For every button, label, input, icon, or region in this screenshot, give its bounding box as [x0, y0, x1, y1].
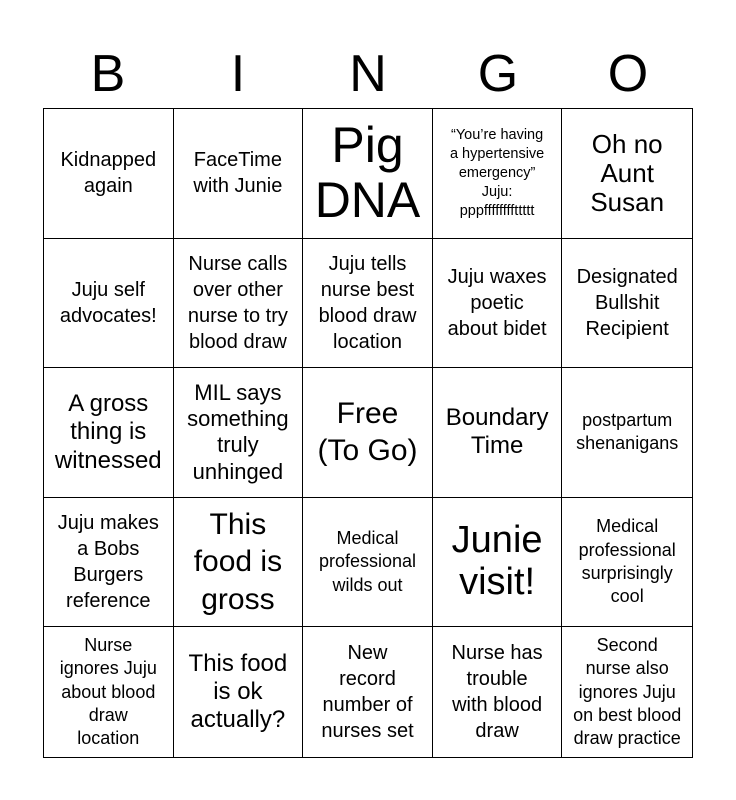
- bingo-cell[interactable]: [303, 239, 433, 369]
- bingo-cell[interactable]: [44, 239, 174, 369]
- cell-text: Nurse has trouble with blood draw: [451, 642, 543, 743]
- cell-text: Designated Bullshit Recipient: [576, 265, 678, 340]
- cell-text: Juju waxes poetic about bidet: [447, 265, 547, 340]
- cell-text: Junie visit!: [451, 519, 543, 604]
- cell-text: MIL says something truly unhinged: [187, 379, 289, 484]
- header-letter-g: G: [477, 45, 519, 103]
- cell-text: A gross thing is witnessed: [54, 390, 162, 474]
- bingo-cell[interactable]: [562, 627, 692, 757]
- bingo-cell[interactable]: [174, 109, 304, 239]
- bingo-cell[interactable]: [303, 627, 433, 757]
- cell-text: Pig DNA: [314, 117, 421, 229]
- bingo-cell[interactable]: [44, 109, 174, 239]
- bingo-cell[interactable]: [174, 368, 304, 498]
- cell-text: This food is gross: [193, 507, 283, 616]
- header-letter-b: B: [90, 45, 126, 103]
- bingo-cell[interactable]: [562, 368, 692, 498]
- bingo-cell[interactable]: [44, 627, 174, 757]
- cell-text: postpartum shenanigans: [576, 410, 679, 454]
- bingo-board: [43, 108, 693, 758]
- bingo-cell[interactable]: [174, 498, 304, 628]
- cell-text: Free (To Go): [317, 396, 418, 468]
- bingo-cell[interactable]: [174, 239, 304, 369]
- cell-text: Kidnapped again: [60, 149, 157, 198]
- cell-text: Medical professional wilds out: [318, 528, 417, 595]
- bingo-cell[interactable]: [303, 368, 433, 498]
- bingo-cell[interactable]: [433, 498, 563, 628]
- bingo-cell[interactable]: [562, 498, 692, 628]
- cell-text: “You’re having a hypertensive emergency” Juju: pppffffffffttttt: [449, 127, 545, 219]
- bingo-header: [43, 40, 693, 108]
- cell-text: Boundary Time: [445, 404, 549, 460]
- cell-text: FaceTime with Junie: [193, 149, 283, 198]
- cell-text: Juju self advocates!: [59, 278, 157, 327]
- bingo-cell[interactable]: [433, 368, 563, 498]
- bingo-cell[interactable]: [303, 498, 433, 628]
- bingo-cell[interactable]: [562, 109, 692, 239]
- cell-text: Juju makes a Bobs Burgers reference: [57, 512, 159, 613]
- cell-text: New record number of nurses set: [321, 642, 414, 743]
- bingo-cell[interactable]: [433, 627, 563, 757]
- header-letter-n: N: [349, 45, 387, 103]
- cell-text: Juju tells nurse best blood draw location: [318, 252, 417, 353]
- cell-text: Oh no Aunt Susan: [590, 128, 665, 217]
- cell-text: Medical professional surprisingly cool: [578, 516, 676, 607]
- header-letter-o: O: [607, 45, 649, 103]
- header-letter-i: I: [230, 45, 246, 103]
- bingo-cell[interactable]: [433, 109, 563, 239]
- bingo-cell[interactable]: [433, 239, 563, 369]
- cell-text: This food is ok actually?: [188, 649, 288, 734]
- cell-text: Second nurse also ignores Juju on best blood draw practice: [573, 634, 682, 749]
- cell-text: Nurse ignores Juju about blood draw location: [59, 634, 157, 749]
- bingo-cell[interactable]: [44, 498, 174, 628]
- cell-text: Nurse calls over other nurse to try blood draw: [187, 252, 288, 353]
- bingo-cell[interactable]: [44, 368, 174, 498]
- bingo-cell[interactable]: [562, 239, 692, 369]
- bingo-cell[interactable]: [174, 627, 304, 757]
- bingo-cell[interactable]: [303, 109, 433, 239]
